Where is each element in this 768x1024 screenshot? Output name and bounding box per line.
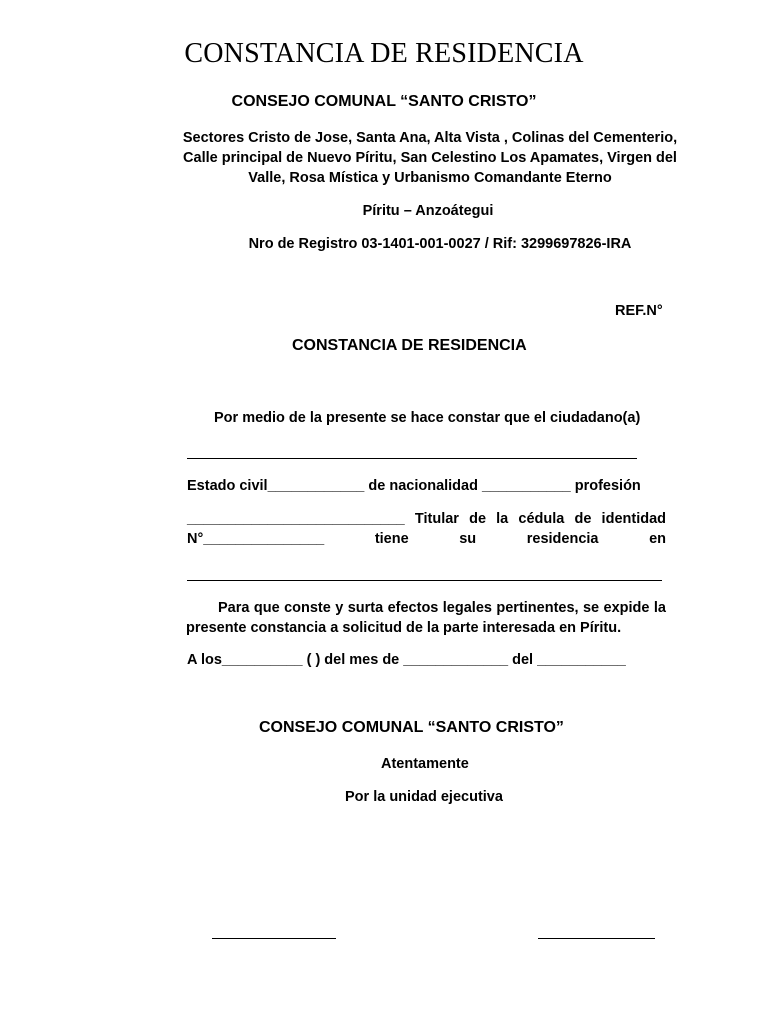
address-blank <box>187 580 662 581</box>
main-title: CONSTANCIA DE RESIDENCIA <box>184 38 584 69</box>
intro-text: Por medio de la presente se hace constar que el ciudadano(a) <box>214 410 641 426</box>
residence-line: N°_______________ tiene su residencia en <box>187 531 666 547</box>
footer-council: CONSEJO COMUNAL “SANTO CRISTO” <box>259 719 564 736</box>
closing-paragraph-text: Para que conste y surta efectos legales pertinentes, se expide la presente constancia a solicitud de la parte interesada en Píritu. <box>186 600 666 636</box>
signature-line-right <box>538 938 655 939</box>
location-text: Píritu – Anzoátegui <box>362 203 494 219</box>
regards-text: Atentamente <box>381 756 469 772</box>
signature-line-left <box>212 938 336 939</box>
sectors-text: Sectores Cristo de Jose, Santa Ana, Alta Vista , Colinas del Cementerio, Calle principal de Nuevo Píritu, San Celestino Los Apamates, Virgen del Valle, Rosa Mística y Urbanismo Comandante Eterno <box>182 130 678 186</box>
council-header: CONSEJO COMUNAL “SANTO CRISTO” <box>231 93 537 110</box>
subtitle: CONSTANCIA DE RESIDENCIA <box>292 337 527 354</box>
ref-number-label: REF.N° <box>615 303 663 319</box>
registry-text: Nro de Registro 03-1401-001-0027 / Rif: 3299697826-IRA <box>248 236 632 252</box>
date-line: A los__________ ( ) del mes de _____________ del ___________ <box>187 652 626 668</box>
civil-status-line: Estado civil____________ de nacionalidad ___________ profesión <box>187 478 641 494</box>
unit-text: Por la unidad ejecutiva <box>345 789 503 805</box>
id-card-line: ___________________________ Titular de la cédula de identidad <box>187 511 666 527</box>
closing-paragraph <box>186 598 666 638</box>
citizen-name-blank <box>187 458 637 459</box>
